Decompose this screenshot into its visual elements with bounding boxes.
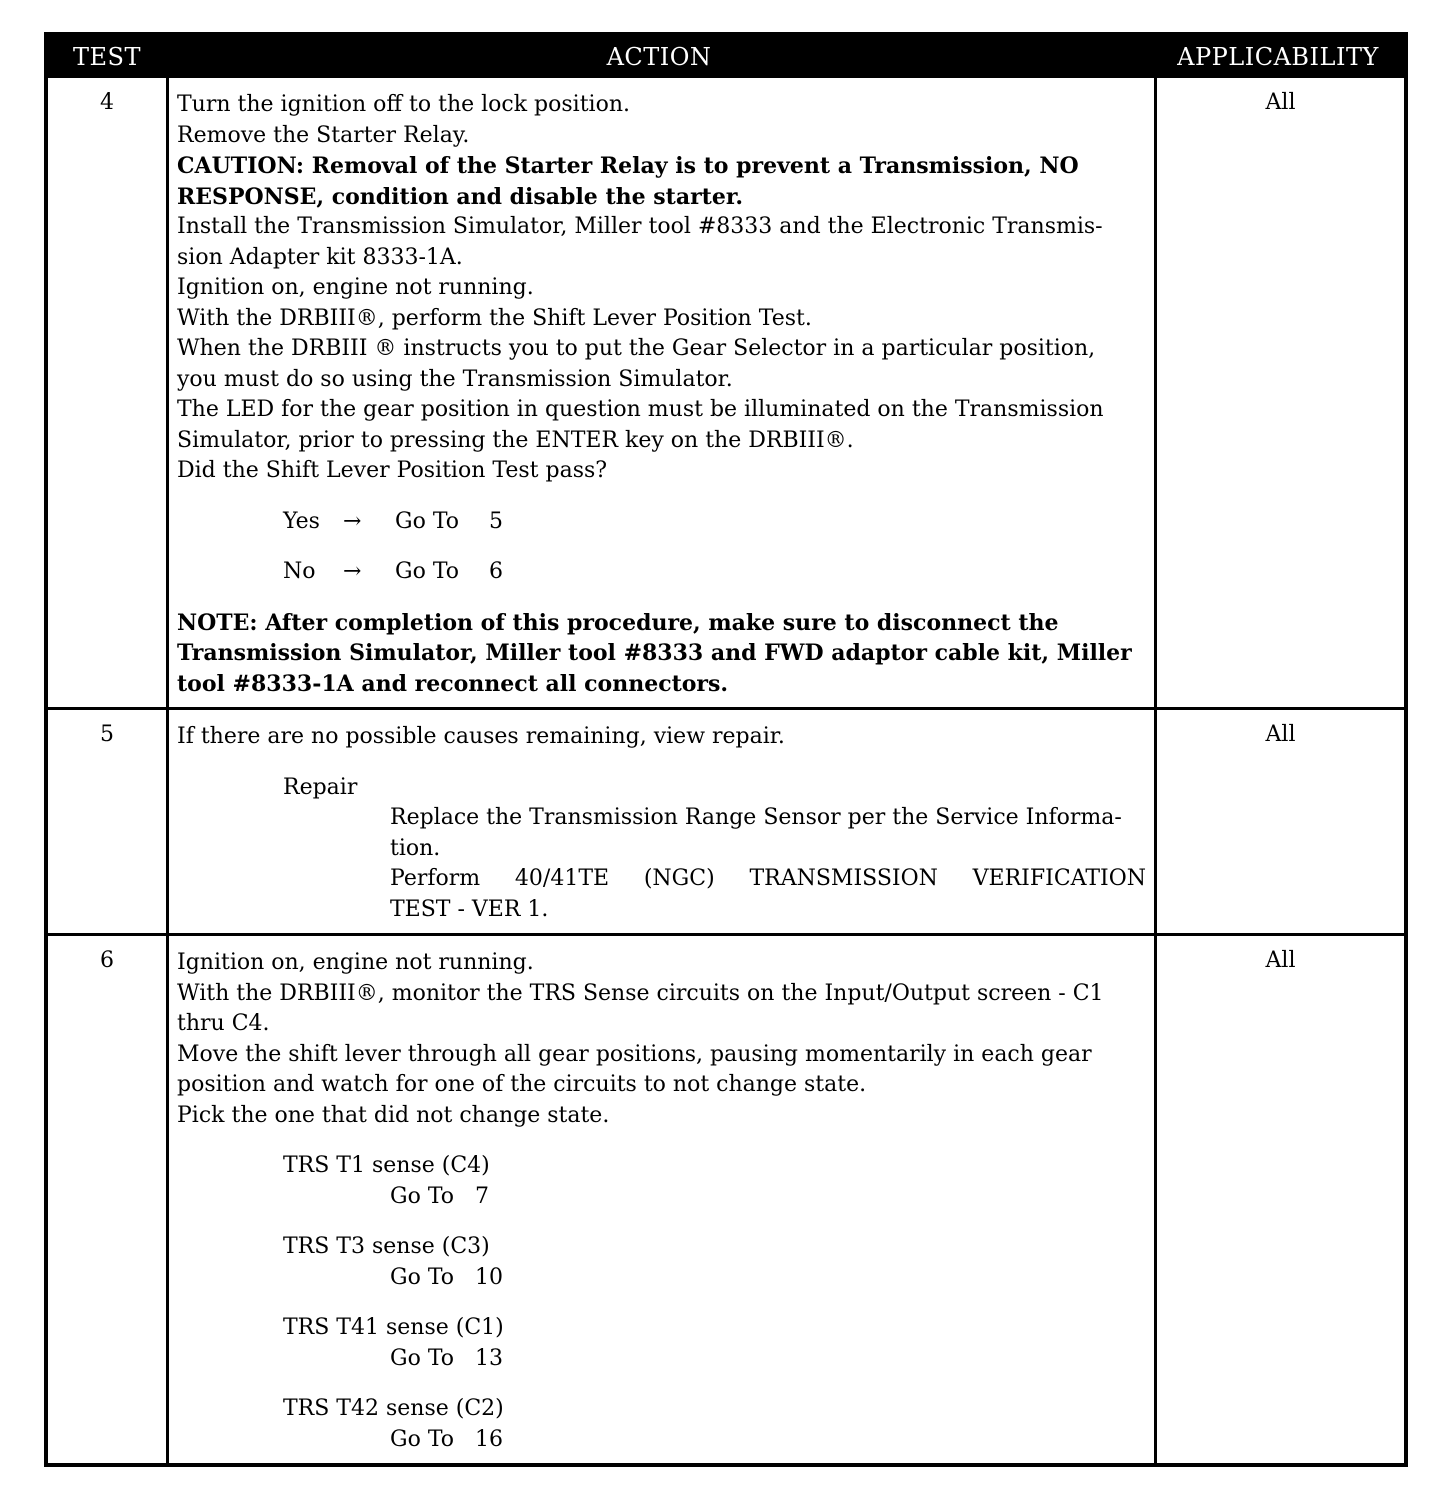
action-line: When the DRBIII ® instructs you to put the Gear Selector in a particular position, — [177, 336, 1096, 361]
option-goto: Go To 10 — [390, 1264, 504, 1290]
action-line: Ignition on, engine not running. — [177, 950, 534, 975]
test-number: 4 — [48, 78, 169, 707]
action-line: The LED for the gear position in question must be illuminated on the Transmission — [177, 397, 1104, 422]
header-test: TEST — [73, 43, 141, 71]
option-label[interactable]: TRS T41 sense (C1) — [283, 1315, 504, 1340]
choice-label: No — [283, 559, 316, 584]
action-line: With the DRBIII®, monitor the TRS Sense circuits on the Input/Output screen - C1 — [177, 980, 1104, 1006]
action-line: Move the shift lever through all gear positions, pausing momentarily in each gear — [177, 1041, 1092, 1067]
action-line: sion Adapter kit 8333-1A. — [177, 244, 463, 270]
test-number: 6 — [48, 936, 169, 1463]
applicability: All — [1265, 722, 1296, 747]
table-row — [48, 933, 1404, 1463]
applicability: All — [1265, 948, 1296, 973]
table-row — [48, 78, 1404, 707]
action-line: thru C4. — [177, 1011, 270, 1036]
option-label[interactable]: TRS T3 sense (C3) — [283, 1234, 490, 1259]
option-label[interactable]: TRS T1 sense (C4) — [283, 1153, 490, 1178]
action-cell — [169, 78, 1157, 707]
procedure-table — [44, 32, 1408, 1467]
applicability: All — [1265, 90, 1296, 115]
action-line: position and watch for one of the circuits to not change state. — [177, 1072, 867, 1097]
repair-label: Repair — [283, 774, 358, 800]
option-goto: Go To 13 — [390, 1345, 504, 1371]
goto-target: 5 — [489, 508, 503, 534]
goto-label: Go To — [395, 559, 460, 584]
option-goto: Go To 7 — [390, 1183, 490, 1209]
action-line: Remove the Starter Relay. — [177, 122, 470, 148]
goto-label: Go To — [395, 508, 460, 534]
action-line: Turn the ignition off to the lock position. — [177, 92, 630, 117]
action-line: Did the Shift Lever Position Test pass? — [177, 458, 608, 483]
repair-line: Replace the Transmission Range Sensor per the Service Informa- — [390, 805, 1122, 830]
note-line: NOTE: After completion of this procedure, make sure to disconnect the — [177, 609, 1059, 636]
note-line: Transmission Simulator, Miller tool #8333 and FWD adaptor cable kit, Miller — [177, 640, 1132, 666]
header-action: ACTION — [606, 43, 712, 71]
action-line: Install the Transmission Simulator, Miller tool #8333 and the Electronic Transmis- — [177, 214, 1103, 239]
action-line: With the DRBIII®, perform the Shift Lever Position Test. — [177, 305, 812, 331]
action-line: Ignition on, engine not running. — [177, 275, 534, 300]
repair-line: Perform 40/41TE (NGC) TRANSMISSION VERIFICATION — [390, 866, 1146, 891]
test-number: 5 — [48, 710, 169, 933]
option-goto: Go To 16 — [390, 1426, 504, 1452]
action-line: Pick the one that did not change state. — [177, 1102, 610, 1128]
arrow-icon: → — [343, 559, 362, 584]
action-line: If there are no possible causes remaining, view repair. — [177, 724, 785, 749]
arrow-icon: → — [343, 508, 362, 534]
repair-line: tion. — [390, 835, 441, 861]
caution-line: CAUTION: Removal of the Starter Relay is to prevent a Transmission, NO — [177, 153, 1079, 179]
action-cell — [169, 710, 1157, 933]
choice-label: Yes — [283, 508, 320, 534]
table-row — [48, 707, 1404, 933]
action-line: Simulator, prior to pressing the ENTER key on the DRBIII®. — [177, 427, 854, 453]
note-line: tool #8333-1A and reconnect all connectors. — [177, 670, 729, 697]
caution-line: RESPONSE, condition and disable the starter. — [177, 183, 744, 210]
repair-line: TEST - VER 1. — [390, 896, 549, 922]
choice-yes[interactable] — [177, 507, 1146, 538]
header-applicability: APPLICABILITY — [1177, 43, 1379, 71]
action-cell — [169, 936, 1157, 1463]
option-label[interactable]: TRS T42 sense (C2) — [283, 1396, 504, 1421]
table-header — [48, 36, 1404, 78]
choice-no[interactable] — [177, 557, 1146, 588]
action-line: you must do so using the Transmission Simulator. — [177, 366, 733, 392]
goto-target: 6 — [489, 559, 503, 584]
